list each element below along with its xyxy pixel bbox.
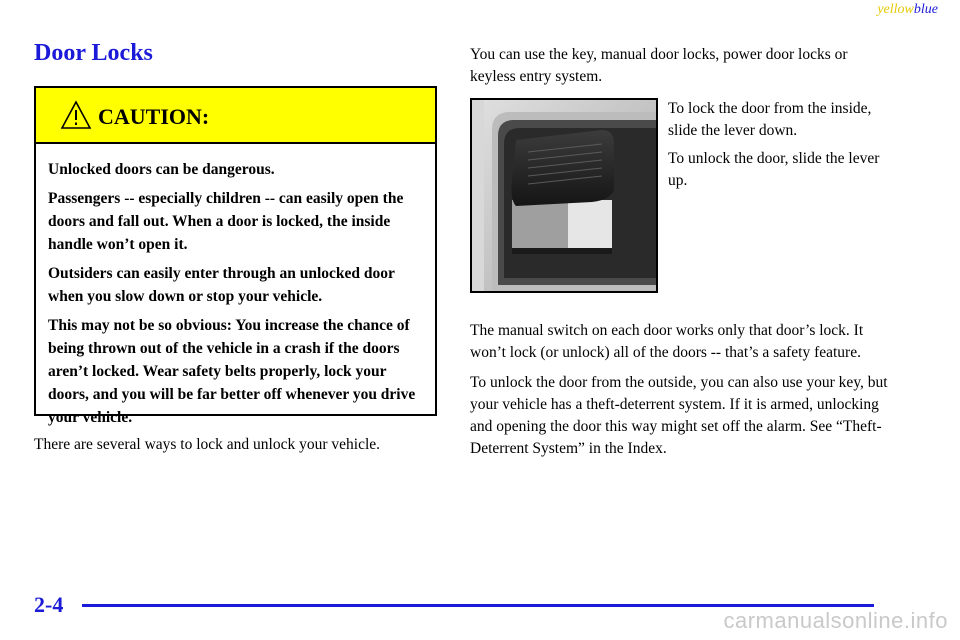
- caution-paragraph: Unlocked doors can be dangerous.: [48, 161, 275, 178]
- unlock-instruction: To unlock the door, slide the lever up.: [668, 150, 880, 189]
- page-title: Door Locks: [34, 40, 153, 66]
- caution-box: [34, 86, 437, 426]
- color-tag-yellow: yellow: [877, 2, 914, 17]
- footer-rule: [82, 604, 874, 607]
- intro-right-paragraph: You can use the key, manual door locks, power door locks or keyless entry system.: [470, 46, 848, 85]
- warning-triangle-icon: [60, 100, 92, 130]
- lock-instruction: To lock the door from the inside, slide the lever down.: [668, 100, 872, 139]
- color-tag-blue: blue: [913, 2, 938, 17]
- body-paragraph: To unlock the door from the outside, you can also use your key, but your vehicle has a theft-deterrent system. If it is armed, unlocking and opening the door this way might set off the alarm. See “Theft-Deterrent System” in the Index.: [470, 374, 888, 457]
- door-lock-lever-photo: [470, 98, 658, 293]
- body-paragraph: The manual switch on each door works only that door’s lock. It won’t lock (or unlock) all of the doors -- that’s a safety feature.: [470, 322, 864, 361]
- intro-left-paragraph: There are several ways to lock and unlock your vehicle.: [34, 436, 381, 453]
- caution-body: [36, 144, 435, 429]
- caution-paragraph: This may not be so obvious: You increase the chance of being thrown out of the vehicle in a crash if the doors aren’t locked. Wear safety belts properly, lock your doors, and you will be far better off whenever you drive your vehicle.: [48, 317, 416, 426]
- door-lock-lever-illustration: [472, 100, 656, 291]
- lever-instructions: [668, 98, 888, 198]
- caution-paragraph: Outsiders can easily enter through an unlocked door when you slow down or stop your vehicle.: [48, 265, 395, 305]
- right-column-body: [470, 320, 890, 468]
- watermark: carmanualsonline.info: [723, 608, 948, 633]
- caution-paragraph: Passengers -- especially children -- can easily open the doors and fall out. When a door is locked, the inside handle won’t open it.: [48, 190, 404, 253]
- page-number: 2-4: [34, 592, 64, 617]
- caution-header: [36, 88, 435, 144]
- color-tag: [877, 2, 938, 18]
- caution-heading: CAUTION:: [98, 104, 210, 129]
